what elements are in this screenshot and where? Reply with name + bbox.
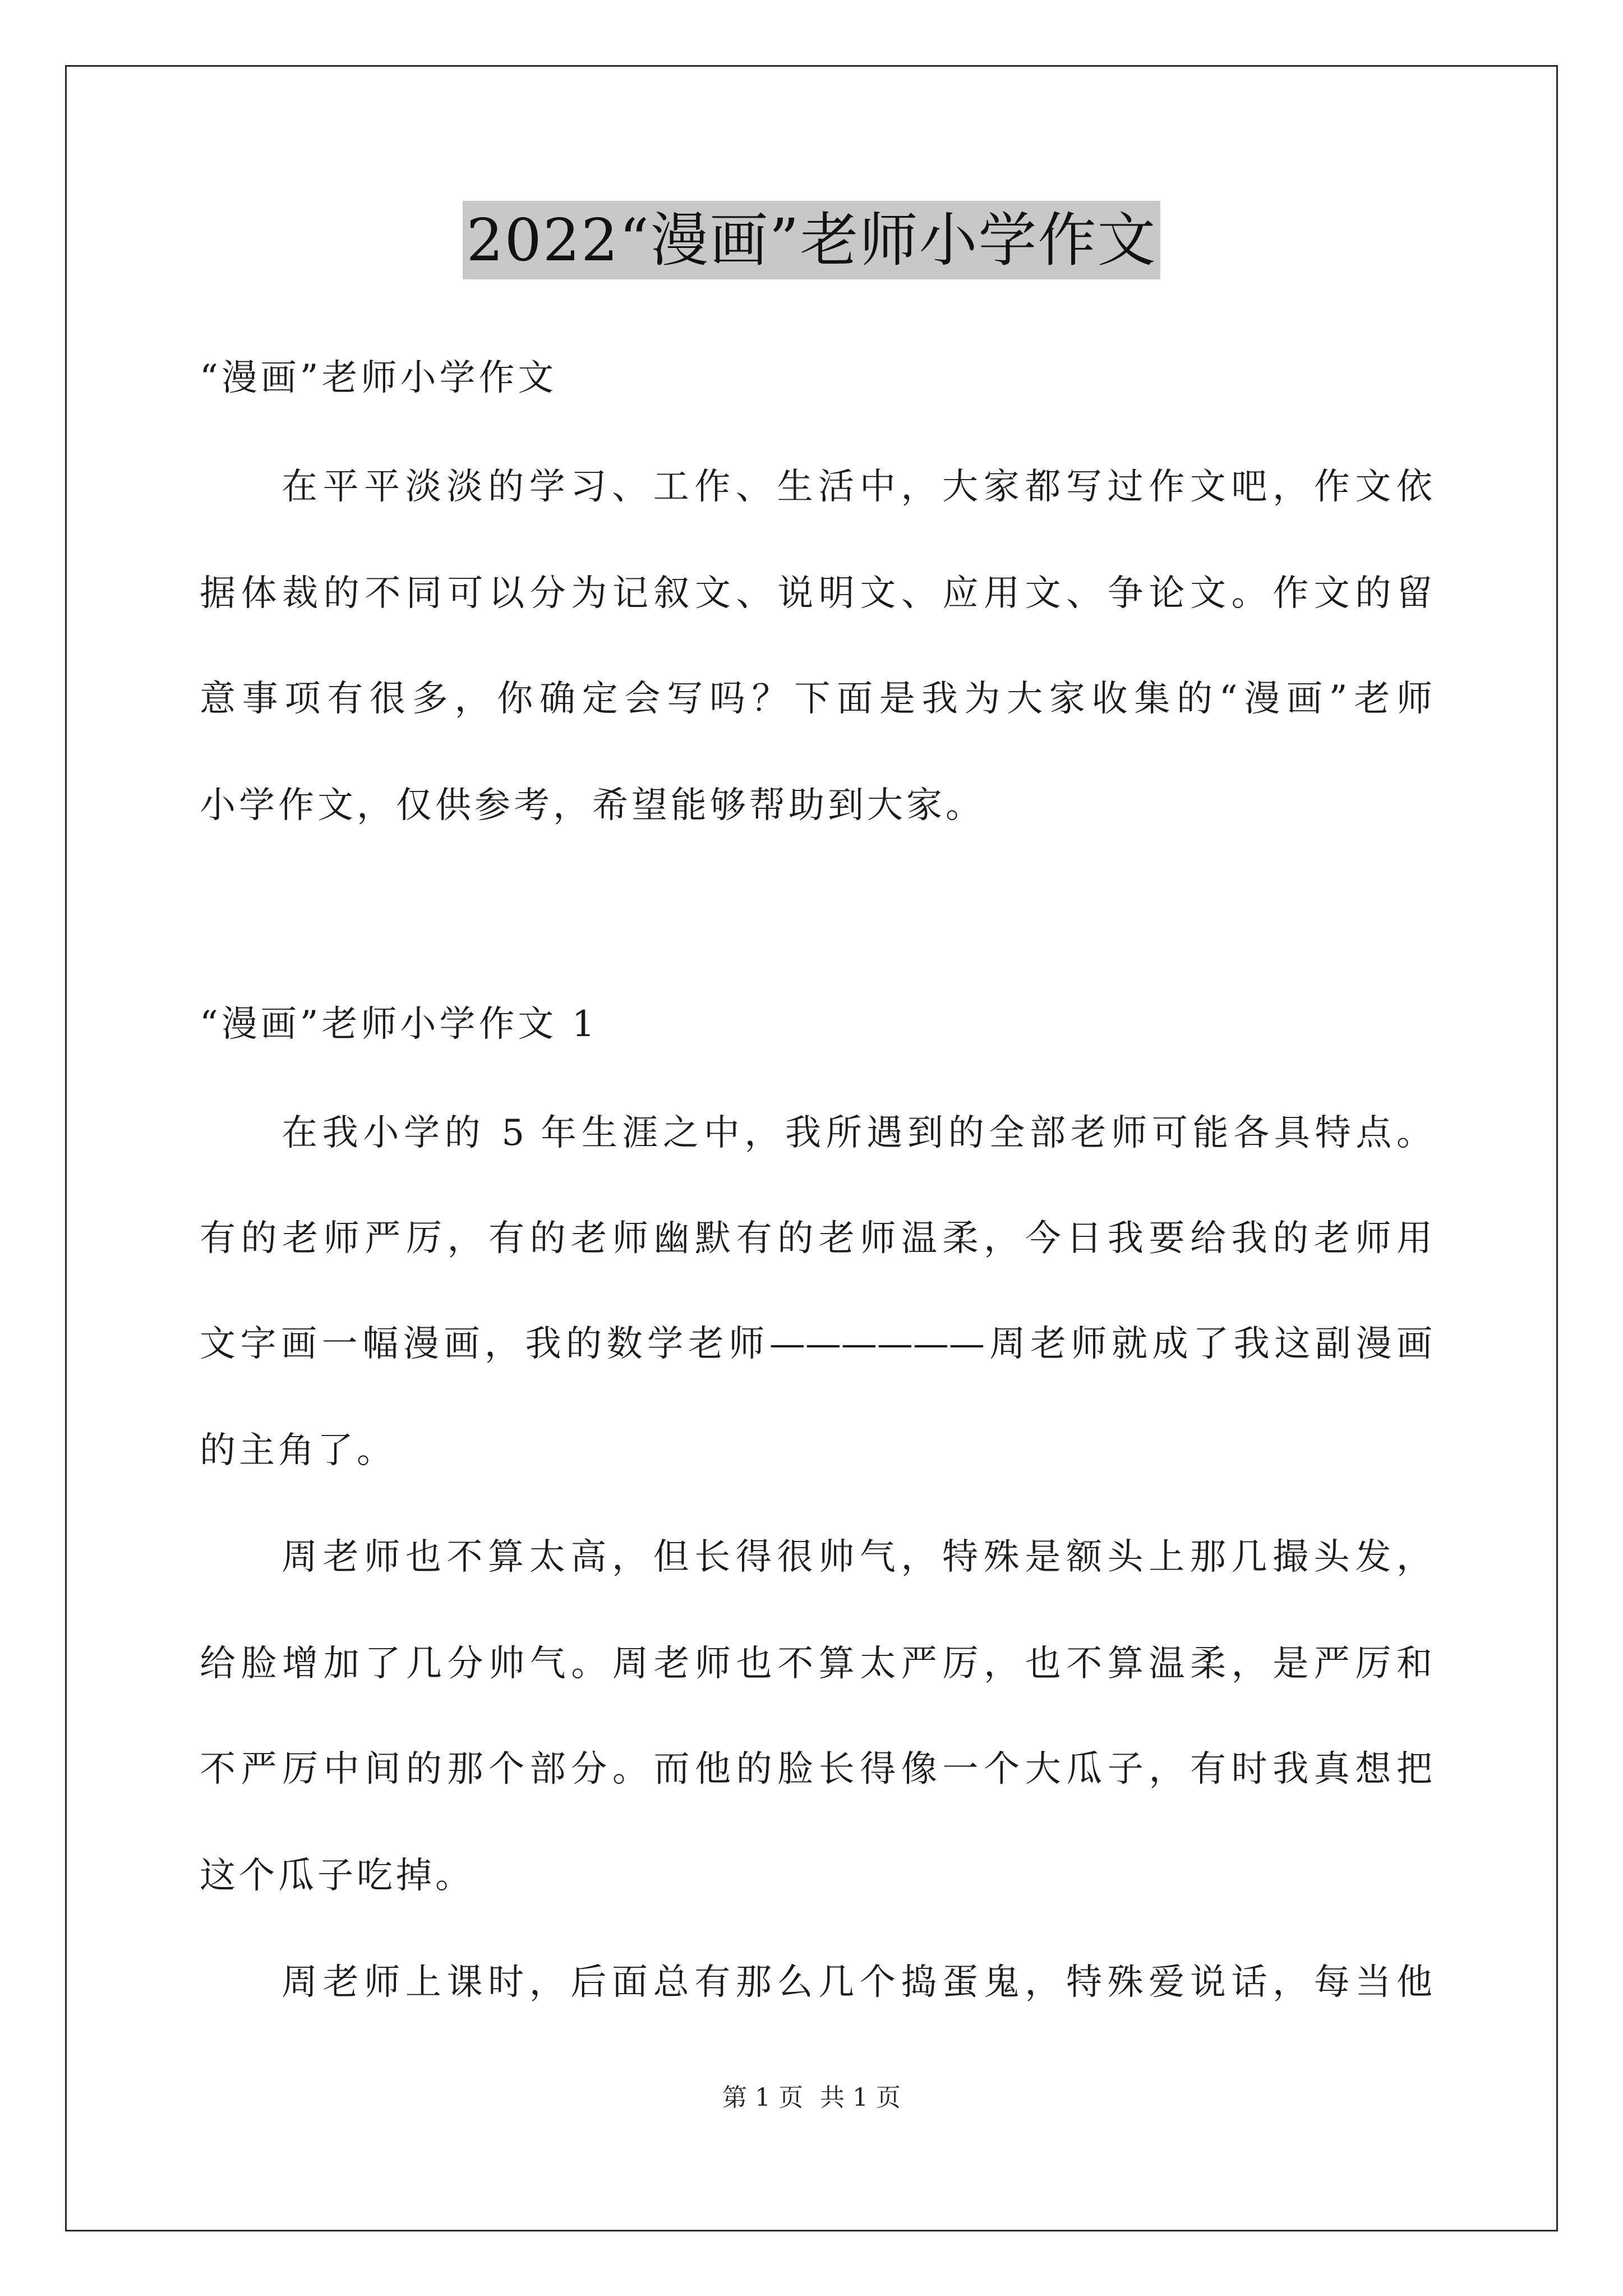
paragraph2-line-1: 周老师也不算太高，但长得很帅气，特殊是额头上那几撮头发，	[282, 1536, 1432, 1578]
title-container	[0, 201, 1623, 279]
subtitle: “漫画”老师小学作文	[200, 357, 557, 399]
intro-line-4: 小学作文，仅供参考，希望能够帮助到大家。	[200, 785, 985, 826]
paragraph1-line-1: 在我小学的 5 年生涯之中，我所遇到的全部老师可能各具特点。	[282, 1112, 1432, 1154]
intro-line-3: 意事项有很多，你确定会写吗？下面是我为大家收集的“漫画”老师	[200, 678, 1432, 720]
intro-line-2: 据体裁的不同可以分为记叙文、说明文、应用文、争论文。作文的留	[200, 573, 1432, 614]
paragraph3-line-1: 周老师上课时，后面总有那么几个捣蛋鬼，特殊爱说话，每当他	[282, 1962, 1432, 2003]
section-heading: “漫画”老师小学作文 1	[200, 1004, 598, 1045]
intro-line-1: 在平平淡淡的学习、工作、生活中，大家都写过作文吧，作文依	[282, 466, 1432, 508]
page-number: 第 1 页	[722, 2083, 803, 2112]
paragraph2-line-4: 这个瓜子吃掉。	[200, 1855, 474, 1897]
document-title: 2022“漫画”老师小学作文	[463, 201, 1160, 279]
page-total: 共 1 页	[820, 2083, 901, 2112]
paragraph1-line-3: 文字画一幅漫画，我的数学老师——————周老师就成了我这副漫画	[200, 1323, 1432, 1365]
paragraph2-line-3: 不严厉中间的那个部分。而他的脸长得像一个大瓜子，有时我真想把	[200, 1749, 1432, 1790]
paragraph1-line-2: 有的老师严厉，有的老师幽默有的老师温柔，今日我要给我的老师用	[200, 1218, 1432, 1259]
paragraph2-line-2: 给脸增加了几分帅气。周老师也不算太严厉，也不算温柔，是严厉和	[200, 1643, 1432, 1685]
page-footer	[0, 2082, 1623, 2114]
paragraph1-line-4: 的主角了。	[200, 1430, 396, 1471]
